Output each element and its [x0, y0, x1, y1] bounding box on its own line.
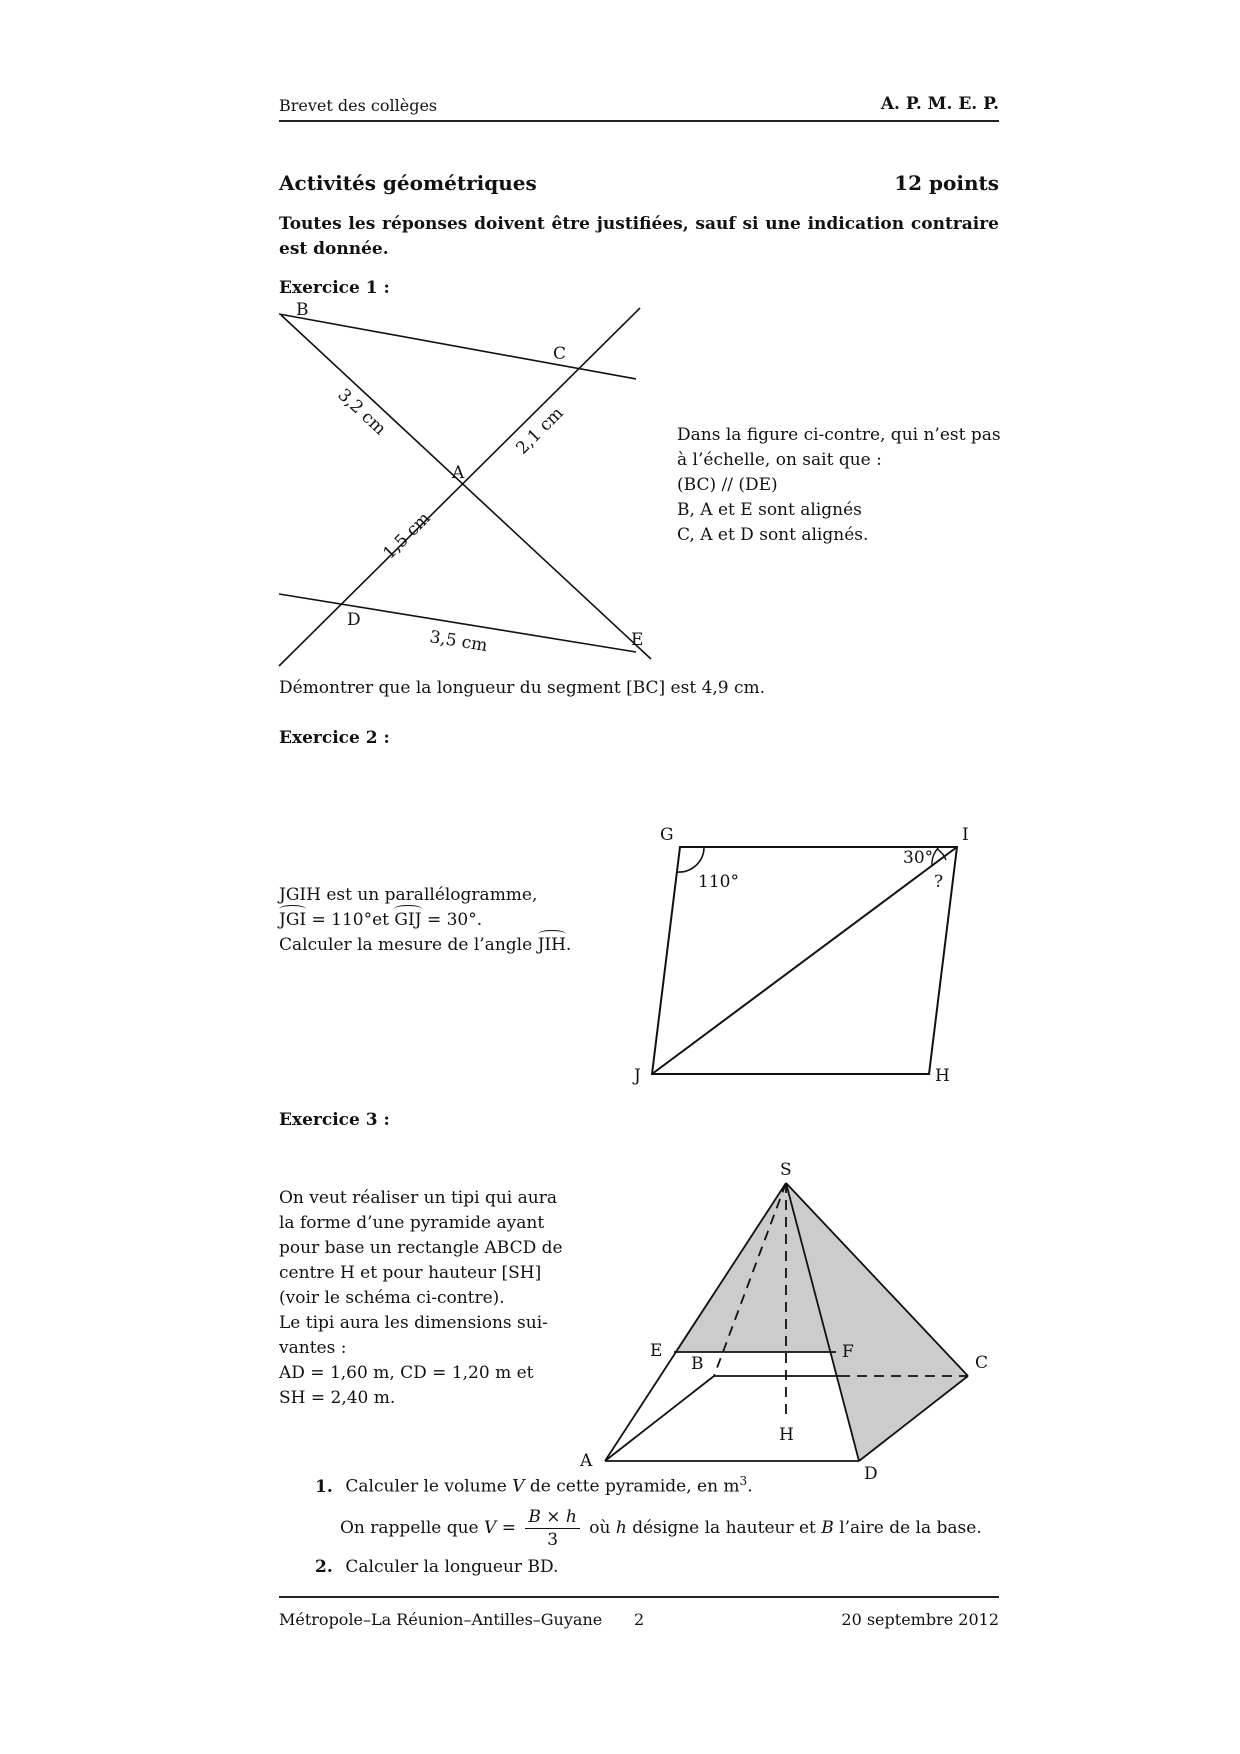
- ex3-text-line: (voir le schéma ci-contre).: [279, 1288, 505, 1308]
- label-f: F: [842, 1342, 854, 1362]
- angle-unknown: ?: [934, 872, 944, 892]
- ex3-text-line: la forme d’une pyramide ayant: [279, 1213, 545, 1233]
- ex3-text-line: On veut réaliser un tipi qui aura: [279, 1188, 557, 1208]
- footer-right: 20 septembre 2012: [841, 1610, 999, 1629]
- ex3-questions: [315, 1469, 1015, 1580]
- ex3-text-line: Le tipi aura les dimensions sui-: [279, 1313, 548, 1333]
- label-a: A: [452, 463, 465, 483]
- ex2-line-1: JGIH est un parallélogramme,: [279, 885, 538, 905]
- ex2-line-2: JGI = 110°et GIJ = 30°.: [279, 908, 571, 933]
- measure-de: 3,5 cm: [428, 627, 489, 657]
- label-e: E: [650, 1341, 663, 1361]
- ex1-title: Exercice 1 :: [279, 278, 390, 298]
- label-c: C: [553, 344, 567, 364]
- footer-rule: [279, 1596, 999, 1598]
- label-b: B: [691, 1354, 704, 1374]
- ex1-text-line: Dans la figure ci-contre, qui n’est pas: [677, 425, 1001, 445]
- angle-gij: GIJ: [394, 908, 421, 933]
- section-points: 12 points: [894, 171, 999, 195]
- header-right: A. P. M. E. P.: [880, 94, 999, 114]
- question-2: 2. Calculer la longueur BD.: [315, 1556, 559, 1577]
- measure-ad: 1,5 cm: [379, 508, 435, 564]
- edge-ab: [605, 1376, 714, 1461]
- ex1-text-line: B, A et E sont alignés: [677, 500, 862, 520]
- label-s: S: [780, 1160, 792, 1180]
- ex3-text-line: centre H et pour hauteur [SH]: [279, 1263, 542, 1283]
- ex3-text: [279, 1186, 568, 1411]
- ex2-line-3: Calculer la mesure de l’angle JIH.: [279, 933, 571, 958]
- label-h: H: [779, 1425, 794, 1445]
- label-j: J: [634, 1066, 641, 1086]
- ex3-title: Exercice 3 :: [279, 1110, 390, 1130]
- ex2-title: Exercice 2 :: [279, 728, 390, 748]
- header-left: Brevet des collèges: [279, 96, 438, 115]
- angle-i-value: 30°: [903, 848, 934, 868]
- label-c: C: [975, 1353, 989, 1373]
- label-d: D: [347, 610, 361, 630]
- ex3-text-line: SH = 2,40 m.: [279, 1388, 396, 1408]
- ex3-text-line: pour base un rectangle ABCD de: [279, 1238, 563, 1258]
- ex1-text-line: (BC) // (DE): [677, 475, 778, 495]
- ex3-text-line: AD = 1,60 m, CD = 1,20 m et: [279, 1363, 534, 1383]
- question-1: 1. Calculer le volume V de cette pyramide, en $m^3$.: [315, 1474, 753, 1497]
- measure-ac: 2,1 cm: [512, 403, 568, 459]
- ex1-text-line: C, A et D sont alignés.: [677, 525, 869, 545]
- angle-jih: JIH: [538, 933, 566, 958]
- label-b: B: [296, 300, 309, 320]
- ex1-text-line: à l’échelle, on sait que :: [677, 450, 882, 470]
- label-i: I: [962, 825, 969, 845]
- footer-left: Métropole–La Réunion–Antilles–Guyane: [279, 1610, 603, 1629]
- label-g: G: [660, 825, 674, 845]
- angle-g-value: 110°: [698, 872, 739, 892]
- label-a: A: [580, 1451, 593, 1471]
- section-title: Activités géométriques: [279, 171, 537, 195]
- label-d: D: [864, 1464, 878, 1480]
- label-e: E: [631, 630, 644, 650]
- volume-fraction: $\frac{B \times h}{3}$: [525, 1506, 580, 1551]
- question-1-formula: On rappelle que V = $\frac{B \times h}{3}$ où h désigne la hauteur et B l’aire de la base.: [340, 1506, 982, 1550]
- label-h: H: [935, 1066, 950, 1086]
- ex3-text-line: vantes :: [279, 1338, 347, 1358]
- angle-jgi: JGI: [279, 908, 306, 933]
- measure-ab: 3,2 cm: [333, 385, 390, 440]
- section-intro: Toutes les réponses doivent être justifiées, sauf si une indication contraire est donnée.: [279, 214, 999, 259]
- footer-page-number: 2: [634, 1610, 645, 1629]
- ex1-question: Démontrer que la longueur du segment [BC] est 4,9 cm.: [279, 678, 766, 698]
